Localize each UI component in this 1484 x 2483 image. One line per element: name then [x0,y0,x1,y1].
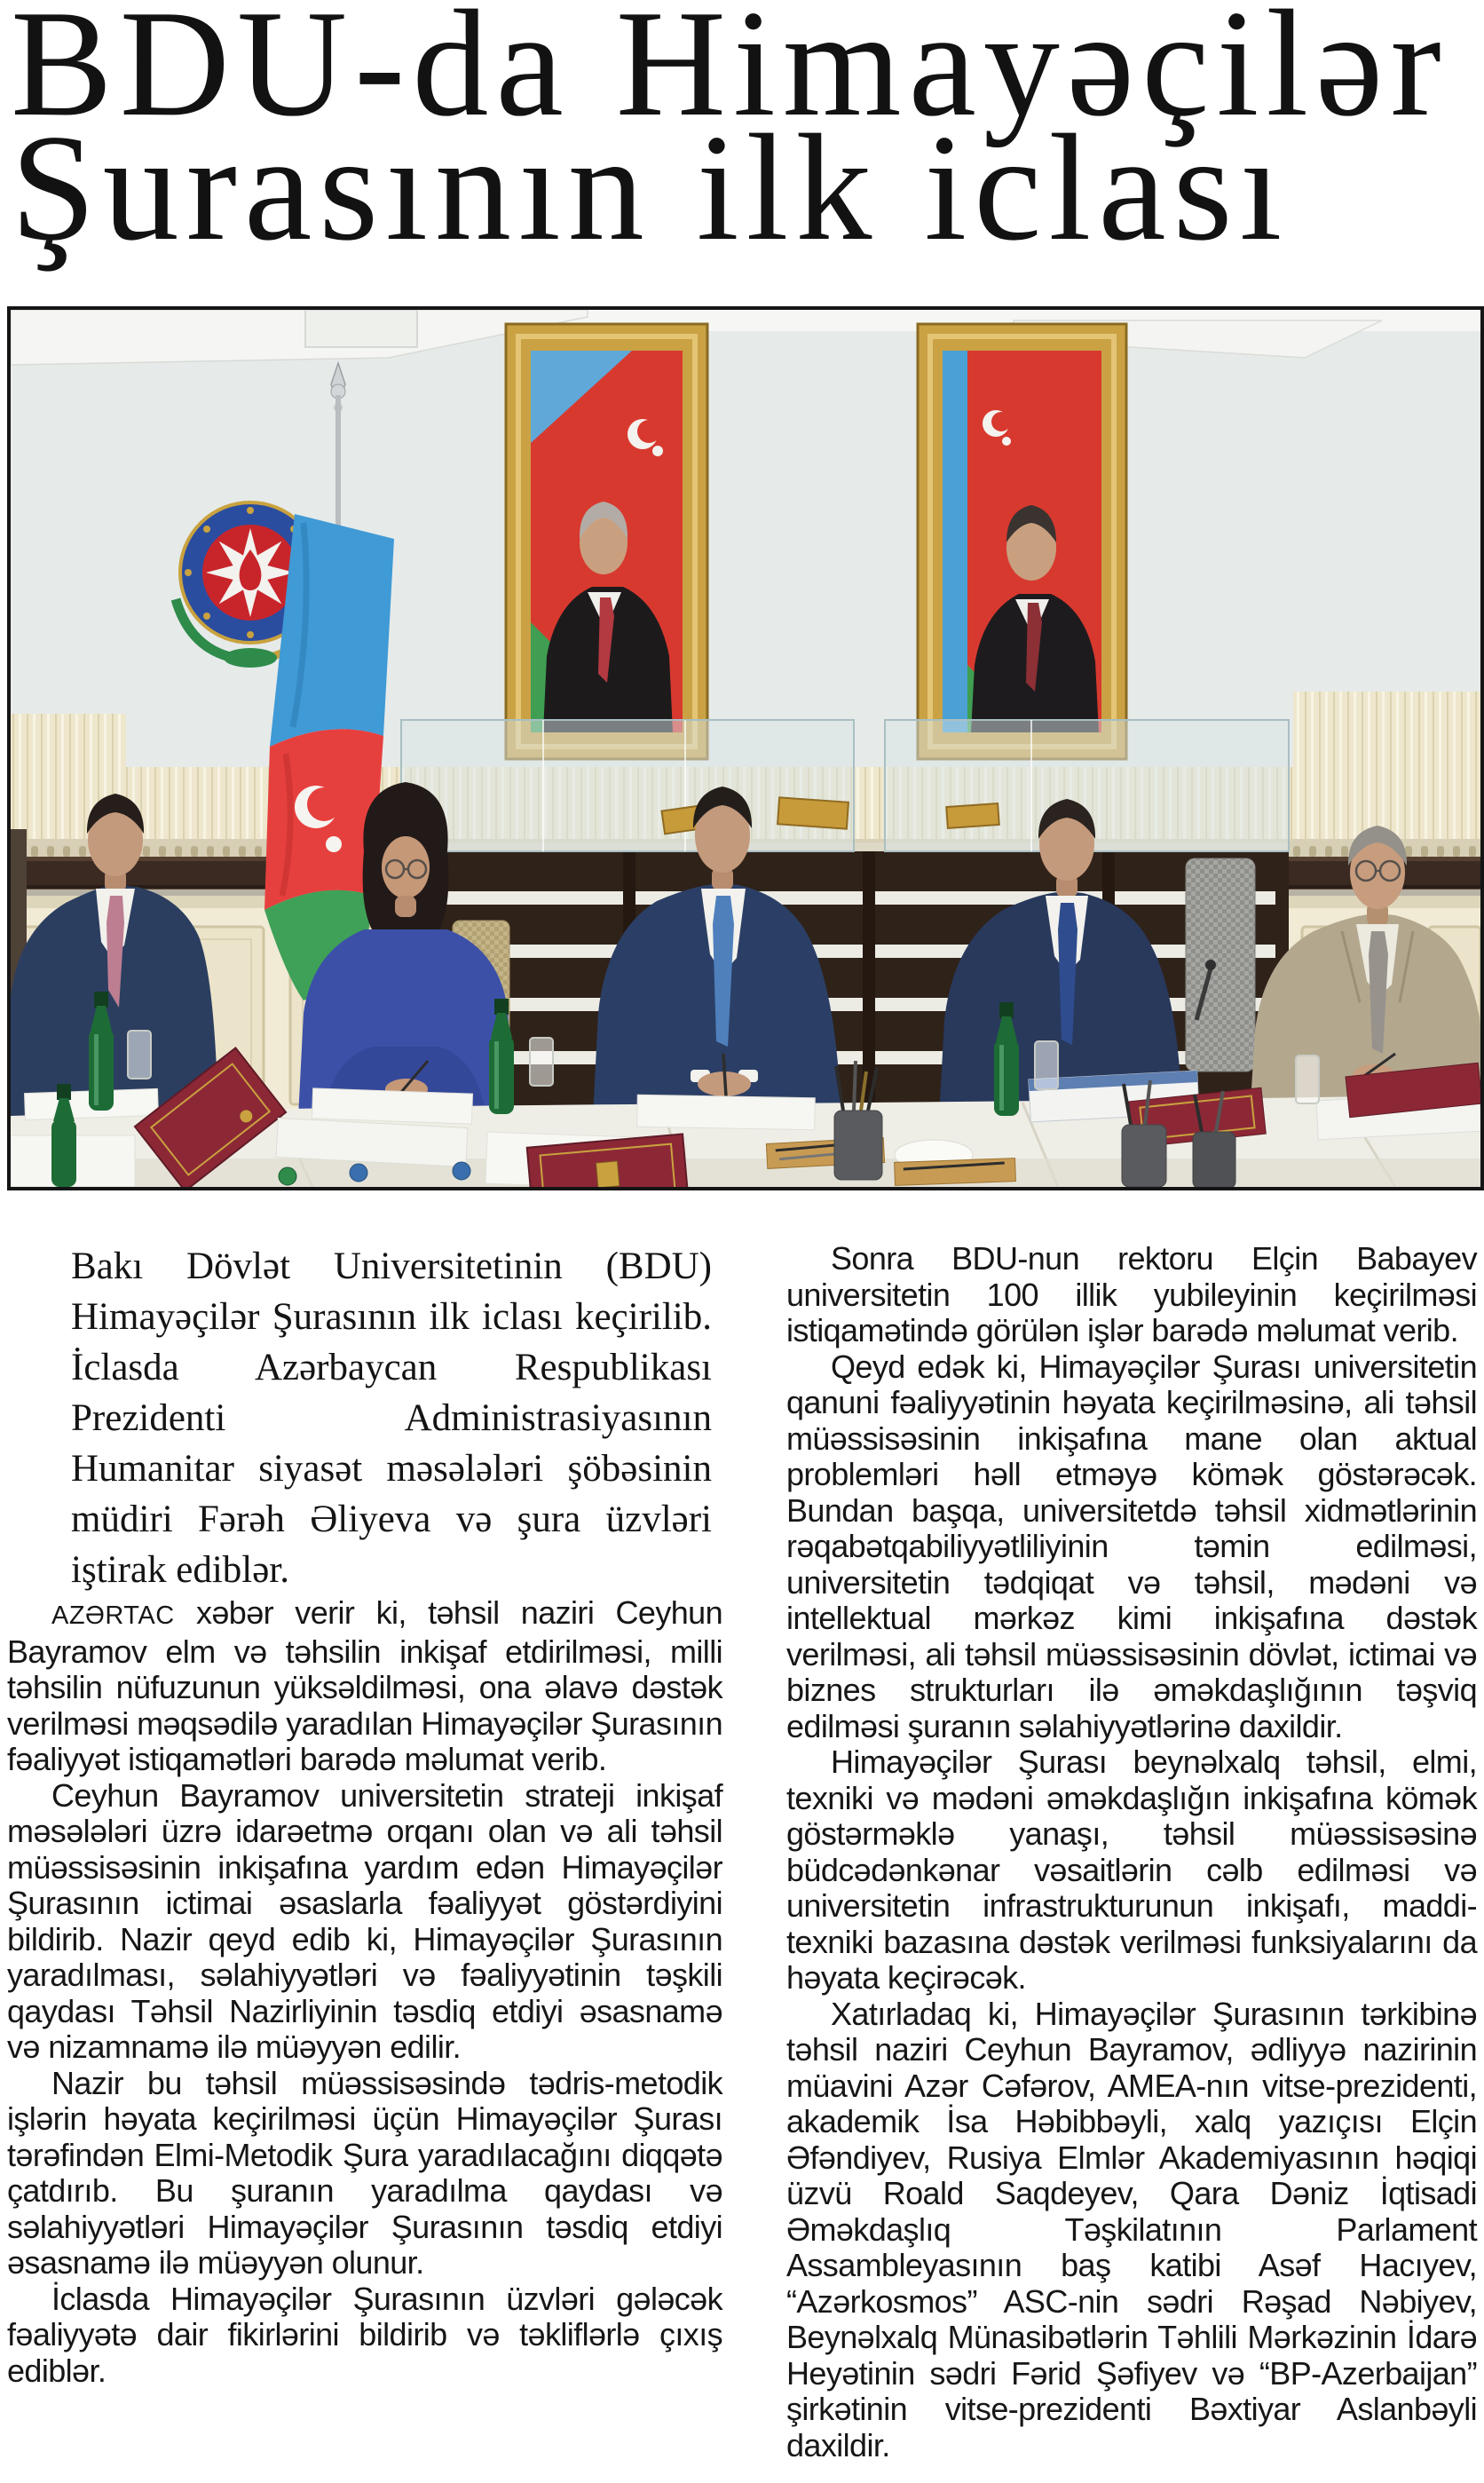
paragraph: Sonra BDU-nun rektoru Elçin Babayev universitetin 100 illik yubileyinin keçirilməsi istiqamətində görülən işlər barədə məlumat verib. [786,1240,1477,1348]
headline-line-1: BDU-da Himayəçilər [11,0,1448,148]
column-left [7,1241,722,2463]
meeting-photo [7,306,1484,1190]
agency-name: AZƏRTAC [51,1601,175,1630]
meeting-photo-illustration [11,310,1480,1187]
article-headline [11,0,1475,273]
portrait-heydar-aliyev-icon [506,324,707,759]
paragraph: Himayəçilər Şurası beynəlxalq təhsil, elmi, texniki və mədəni əməkdaşlığın inkişafına kömək göstərməklə yanaşı, təhsil müəssisəsinə büdcədənkənar vəsaitlərin cəlb edilməsi və universitetin infrastrukturunun inkişafı, maddi-texniki bazasına dəstək verilməsi funksiyalarını da həyata keçirəcək. [786,1744,1477,1996]
paragraph: AZƏRTAC xəbər verir ki, təhsil naziri Ceyhun Bayramov elm və təhsilin inkişaf etdirilməsi, milli təhsilin nüfuzunun yüksəldilməsi, ona əlavə dəstək verilməsi məqsədilə yaradılan Himayəçilər Şurasının fəaliyyət istiqamətləri barədə məlumat verib. [7,1594,722,1777]
left-body-text [7,1595,722,2389]
paragraph: İclasda Himayəçilər Şurasının üzvləri gələcək fəaliyyətə dair fikirlərini bildirib və təkliflərlə çıxış ediblər. [7,2280,722,2389]
bottle-cap-icon [279,1167,296,1185]
right-body-text [786,1241,1477,2463]
pen-tray-icon [895,1158,1016,1186]
column-right [786,1241,1477,2463]
glass-vitrines [401,720,1289,851]
portrait-ilham-aliyev-icon [918,324,1126,759]
gray-chair [1186,858,1255,1071]
bottle-cap-icon [453,1162,470,1180]
bottle-cap-icon [350,1164,367,1182]
paragraph: Xatırladaq ki, Himayəçilər Şurasının tərkibinə təhsil naziri Ceyhun Bayramov, ədliyyə nazirinin müavini Azər Cəfərov, AMEA-nın vitse-prezidenti, akademik İsa Həbibbəyli, xalq yazıçısı Elçin Əfəndiyev, Rusiya Elmlər Akademiyasının həqiqi üzvü Roald Saqdeyev, Qara Dəniz İqtisadi Əməkdaşlıq Təşkilatının Parlament Assambleyasının baş katibi Asəf Hacıyev, “Azərkosmos” ASC-nin sədri Rəşad Nəbiyev, Beynəlxalq Münasibətlərin Təhlili Mərkəzinin İdarə Heyətinin sədri Fərid Şəfiyev və “BP-Azerbaijan” şirkətinin vitse-prezidenti Bəxtiyar Aslanbəyli daxildir. [786,1995,1477,2463]
headline-line-2: Şurasının ilk iclası [11,104,1290,273]
paragraph: Ceyhun Bayramov universitetin strateji inkişaf məsələləri üzrə idarəetmə orqanı olan və ali təhsil müəssisəsinin inkişafına yardım edən Himayəçilər Şurasının ictimai əsaslarla fəaliyyət göstərdiyini bildirib. Nazir qeyd edib ki, Himayəçilər Şurasının yaradılması, səlahiyyətləri və fəaliyyətinin təşkili qaydası Təhsil Nazirliyinin təsdiq etdiyi əsasnamə və nizamnamə ilə müəyyən edilir. [7,1776,722,2065]
article-body [7,1241,1477,2463]
paragraph: Qeyd edək ki, Himayəçilər Şurası universitetin qanuni fəaliyyətinin həyata keçirilməsinə, ali təhsil müəssisəsinin inkişafına mane olan aktual problemləri həll etməyə kömək göstərəcək. Bundan başqa, universitetdə təhsil xidmətlərinin rəqabətqabiliyyətliliyinin təmin edilməsi, universitetin tədqiqat və təhsil, mədəni və intellektual mərkəz kimi inkişafına dəstək verilməsi, ali təhsil müəssisəsinin dövlət, ictimai və biznes strukturları ilə əməkdaşlığının təşviq edilməsi şuranın səlahiyyətlərinə daxildir. [786,1348,1477,1744]
lede-paragraph: Bakı Dövlət Universitetinin (BDU) Himayəçilər Şurasının ilk iclası keçirilib. İclasda Azərbaycan Respublikası Prezidenti Administrasiyasının Humanitar siyasət məsələləri şöbəsinin müdiri Fərəh Əliyeva və şura üzvləri iştirak ediblər. [71,1245,712,1591]
paragraph: Nazir bu təhsil müəssisəsində tədris-metodik işlərin həyata keçirilməsi üçün Himayəçilər Şurası tərəfindən Elmi-Metodik Şura yaradılacağını diqqətə çatdırıb. Bu şuranın yaradılma qaydası və səlahiyyətləri Himayəçilər Şurasının təsdiq etdiyi əsasnamə ilə müəyyən olunur. [7,2064,722,2281]
